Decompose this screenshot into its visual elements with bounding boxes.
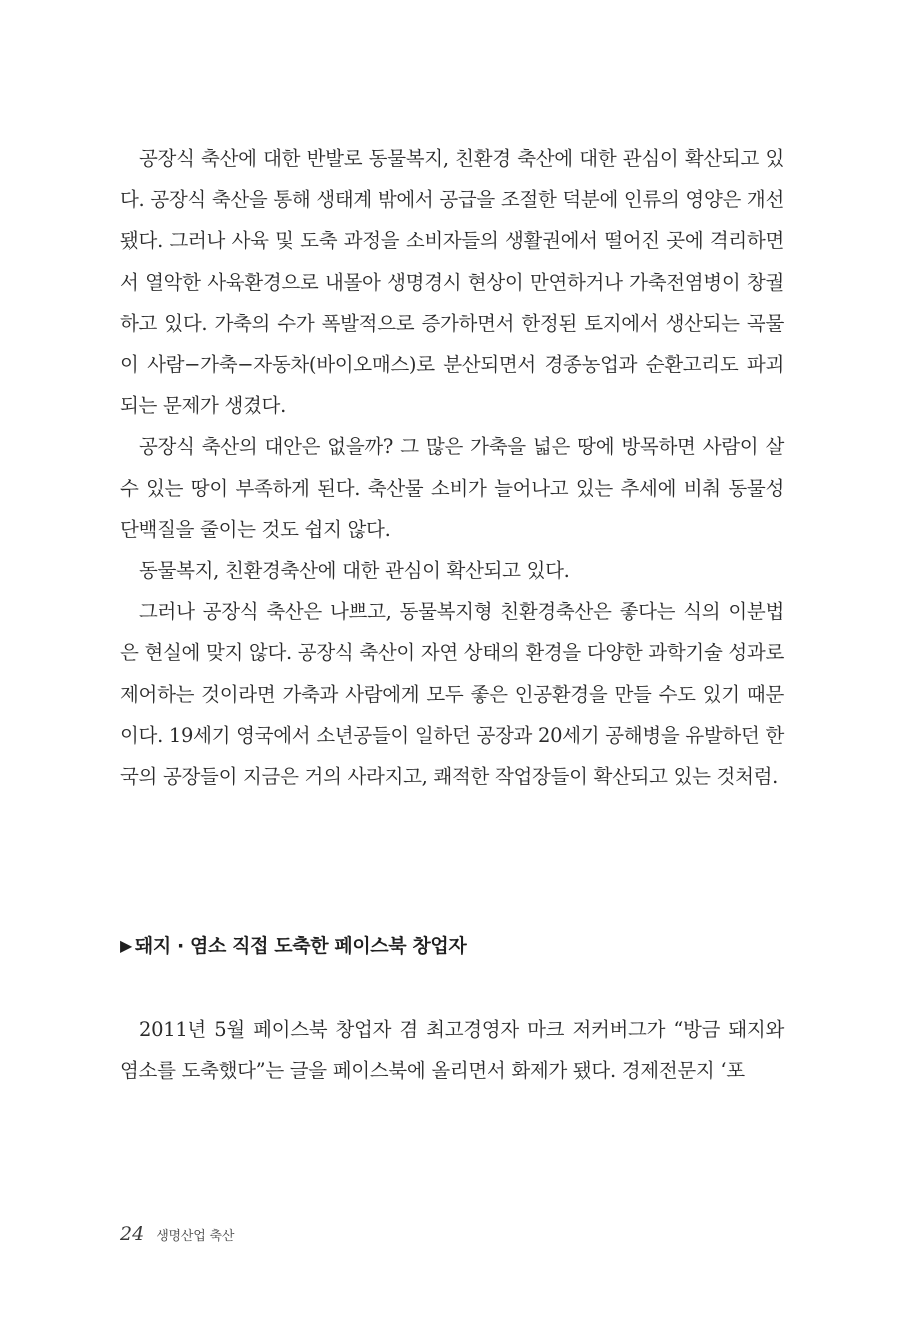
main-body-text xyxy=(120,138,784,797)
page-footer xyxy=(120,1223,234,1253)
section-body-text xyxy=(120,1009,784,1091)
section-heading xyxy=(120,928,784,964)
paragraph-dichotomy: 그러나 공장식 축산은 나쁘고, 동물복지형 친환경축산은 좋다는 식의 이분법은 현실에 맞지 않다. 공장식 축산이 자연 상태의 환경을 다양한 과학기술 성과로 제어하는 것이라면 가축과 사람에게 모두 좋은 인공환경을 만들 수도 있기 때문이다. 19세기 영국에서 소년공들이 일하던 공장과 20세기 공해병을 유발하던 한국의 공장들이 지금은 거의 사라지고, 쾌적한 작업장들이 확산되고 있는 것처럼. xyxy=(120,600,784,789)
section-heading-text: 돼지 · 염소 직접 도축한 페이스북 창업자 xyxy=(134,935,467,957)
page-number: 24 xyxy=(120,1223,145,1245)
running-title: 생명산업 축산 xyxy=(156,1229,235,1244)
paragraph-factory-farming-backlash: 공장식 축산에 대한 반발로 동물복지, 친환경 축산에 대한 관심이 확산되고 있다. 공장식 축산을 통해 생태계 밖에서 공급을 조절한 덕분에 인류의 영양은 개선됐다. 그러나 사육 및 도축 과정을 소비자들의 생활권에서 떨어진 곳에 격리하면서 열악한 사육환경으로 내몰아 생명경시 현상이 만연하거나 가축전염병이 창궐하고 있다. 가축의 수가 폭발적으로 증가하면서 한정된 토지에서 생산되는 곡물이 사람−가축−자동차(바이오매스)로 분산되면서 경종농업과 순환고리도 파괴되는 문제가 생겼다. xyxy=(120,147,784,418)
triangle-marker-icon: ▶ xyxy=(120,936,132,955)
paragraph-zuckerberg: 2011년 5월 페이스북 창업자 겸 최고경영자 마크 저커버그가 “방금 돼지와 염소를 도축했다”는 글을 페이스북에 올리면서 화제가 됐다. 경제전문지 ‘포 xyxy=(120,1018,784,1083)
paragraph-alternatives: 공장식 축산의 대안은 없을까? 그 많은 가축을 넓은 땅에 방목하면 사람이 살 수 있는 땅이 부족하게 된다. 축산물 소비가 늘어나고 있는 추세에 비춰 동물성 단백질을 줄이는 것도 쉽지 않다. xyxy=(120,435,784,541)
paragraph-animal-welfare-interest: 동물복지, 친환경축산에 대한 관심이 확산되고 있다. xyxy=(139,559,570,583)
